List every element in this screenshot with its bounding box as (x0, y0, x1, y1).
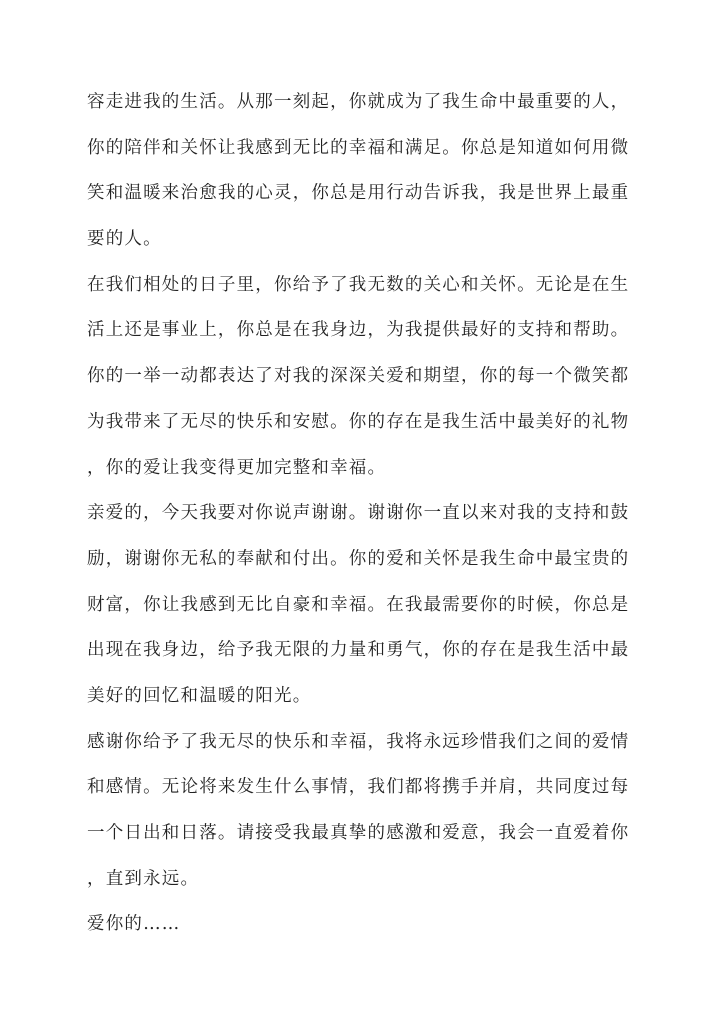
text-line: 爱你的…… (87, 914, 181, 935)
text-line: 容走进我的生活。从那一刻起，你就成为了我生命中最重要的人， (87, 92, 630, 112)
text-line: 你的一举一动都表达了对我的深深关爱和期望，你的每一个微笑都 (87, 366, 630, 387)
text-line: 活上还是事业上，你总是在我身边，为我提供最好的支持和帮助。 (87, 320, 630, 341)
letter-body (87, 80, 647, 948)
text-line: 在我们相处的日子里，你给予了我无数的关心和关怀。无论是在生 (87, 274, 630, 295)
text-line: 要的人。 (87, 229, 162, 250)
text-line: 和感情。无论将来发生什么事情，我们都将携手并肩，共同度过每 (87, 777, 630, 798)
text-line: 你的陪伴和关怀让我感到无比的幸福和满足。你总是知道如何用微 (87, 137, 630, 158)
text-line: 亲爱的，今天我要对你说声谢谢。谢谢你一直以来对我的支持和鼓 (87, 503, 630, 524)
text-line: 励，谢谢你无私的奉献和付出。你的爱和关怀是我生命中最宝贵的 (87, 548, 630, 569)
text-line: 感谢你给予了我无尽的快乐和幸福，我将永远珍惜我们之间的爱情 (87, 731, 630, 752)
text-line: 笑和温暖来治愈我的心灵，你总是用行动告诉我，我是世界上最重 (87, 183, 630, 204)
text-line: ，你的爱让我变得更加完整和幸福。 (87, 457, 387, 478)
text-line: ，直到永远。 (87, 868, 200, 889)
text-line: 财富，你让我感到无比自豪和幸福。在我最需要你的时候，你总是 (87, 594, 630, 615)
text-line: 一个日出和日落。请接受我最真挚的感激和爱意，我会一直爱着你 (87, 823, 630, 843)
text-line: 为我带来了无尽的快乐和安慰。你的存在是我生活中最美好的礼物 (87, 411, 630, 432)
text-line: 美好的回忆和温暖的阳光。 (87, 685, 312, 706)
text-line: 出现在我身边，给予我无限的力量和勇气，你的存在是我生活中最 (87, 640, 630, 661)
